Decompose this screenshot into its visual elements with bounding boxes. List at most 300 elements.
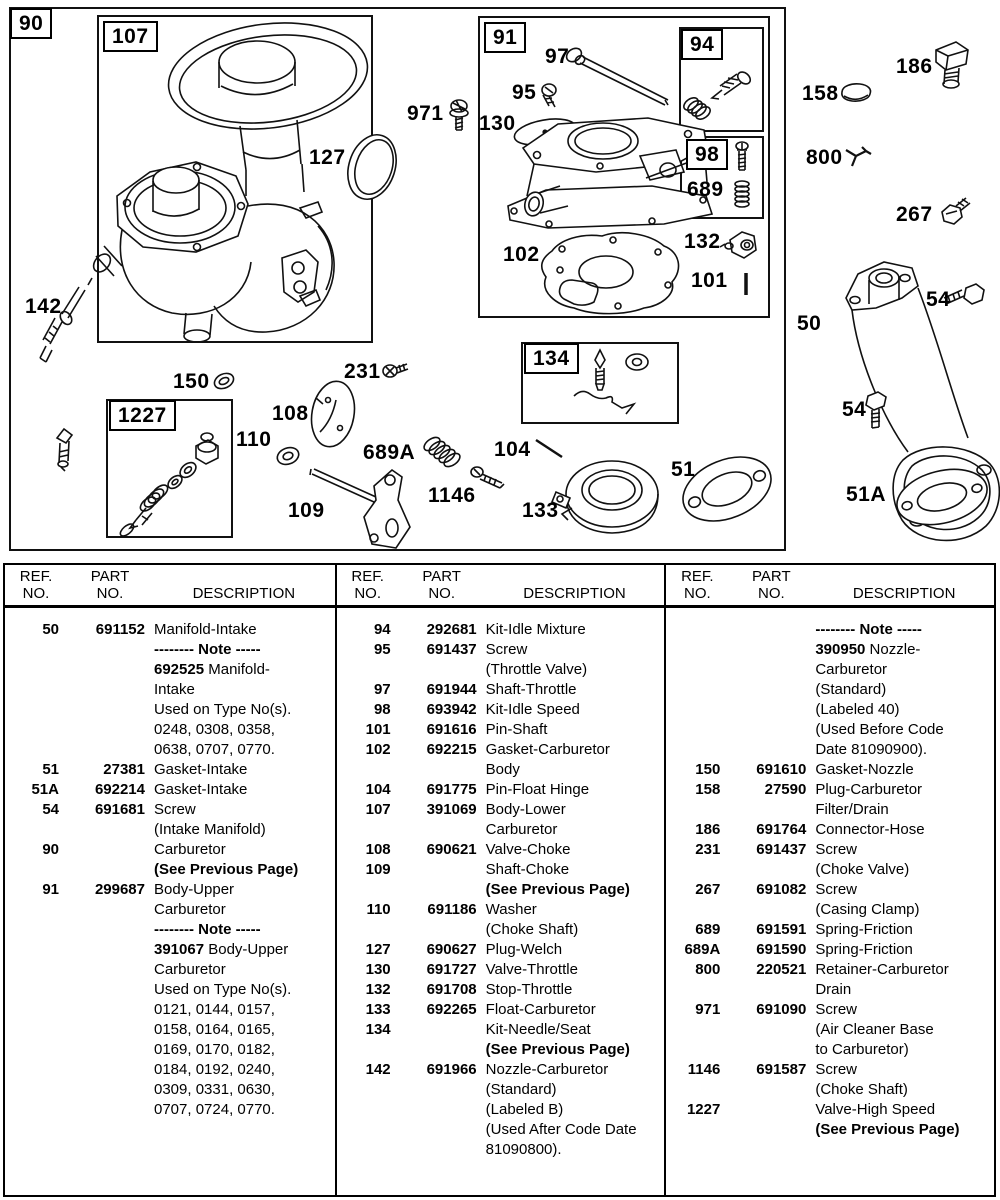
part-no-cell: 391069: [426, 801, 477, 818]
ref-no-cell: [666, 900, 728, 920]
part-no-cell: 691610: [756, 761, 807, 778]
description-cell: (Labeled B): [485, 1101, 564, 1118]
part-no-cell: 691764: [756, 821, 807, 838]
table-row: [5, 640, 335, 660]
description-cell: (Casing Clamp): [815, 901, 920, 918]
ref-no-cell: 98: [373, 701, 391, 718]
part-no-cell: [728, 680, 814, 700]
callout-133: 133: [522, 499, 559, 522]
part-no-cell: [67, 860, 153, 880]
part-no-cell: 691944: [426, 681, 477, 698]
ref-no-cell: 102: [365, 741, 391, 758]
description-cell: Gasket-Carburetor: [485, 741, 610, 758]
description-cell: Washer: [485, 901, 537, 918]
table-row: [337, 720, 665, 740]
part-no-cell: [728, 640, 814, 660]
part-no-cell: [399, 1100, 485, 1120]
description-cell: Body: [485, 761, 520, 778]
description-cell: Screw: [154, 801, 196, 818]
table-row: [337, 1080, 665, 1100]
table-row: [337, 760, 665, 780]
description-cell: Intake: [154, 681, 195, 698]
callout-186: 186: [896, 55, 933, 78]
callout-108: 108: [272, 402, 309, 425]
table-row: [5, 680, 335, 700]
table-row: [5, 1100, 335, 1120]
description-cell: Carburetor: [154, 961, 226, 978]
table-row: [337, 860, 665, 880]
table-row: [337, 1120, 665, 1140]
description-cell: Manifold-Intake: [154, 621, 257, 638]
description-cell: (See Previous Page): [485, 881, 630, 898]
description-cell: Screw: [815, 1001, 858, 1018]
table-row: [666, 840, 994, 860]
table-row: [5, 1060, 335, 1080]
callout-97: 97: [545, 45, 570, 68]
table-row: [666, 820, 994, 840]
description-cell: (See Previous Page): [154, 861, 299, 878]
callout-132: 132: [684, 230, 721, 253]
callout-158: 158: [802, 82, 839, 105]
description-header: DESCRIPTION: [852, 585, 956, 602]
ref-no-cell: [5, 920, 67, 940]
table-row: [5, 760, 335, 780]
ref-no-cell: [337, 1040, 399, 1060]
table-row: [666, 1060, 994, 1080]
ref-no-cell: 54: [42, 801, 59, 818]
table-row: [666, 660, 994, 680]
part-no-cell: [67, 920, 153, 940]
part-no-cell: [399, 1020, 485, 1040]
callout-51A: 51A: [846, 483, 887, 506]
part-no-cell: [728, 620, 814, 640]
callout-231: 231: [344, 360, 381, 383]
ref-no-cell: 142: [365, 1061, 391, 1078]
ref-no-cell: [337, 880, 399, 900]
ref-no-cell: 104: [365, 781, 391, 798]
part-no-cell: [67, 1080, 153, 1100]
ref-no-cell: [666, 1040, 728, 1060]
description-cell: Plug-Welch: [485, 941, 563, 958]
ref-no-cell: [337, 1080, 399, 1100]
ref-no-cell: 50: [42, 621, 59, 638]
part-no-cell: 691152: [95, 621, 145, 638]
table-row: [666, 800, 994, 820]
part-no-cell: 27590: [764, 781, 807, 798]
ref-no-cell: 1227: [686, 1101, 721, 1118]
table-row: [5, 880, 335, 900]
table-body: [337, 608, 665, 1160]
callout-971: 971: [407, 102, 444, 125]
table-header: REF. NO. PART NO. DESCRIPTION: [666, 565, 994, 608]
ref-no-cell: 158: [695, 781, 721, 798]
ref-no-cell: [337, 760, 399, 780]
table-row: [337, 840, 665, 860]
part-no-cell: [67, 1020, 153, 1040]
ref-no-cell: [5, 680, 67, 700]
table-row: [666, 780, 994, 800]
table-body: [666, 608, 994, 1140]
table-row: [5, 1020, 335, 1040]
part-no-cell: 220521: [756, 961, 807, 978]
table-row: [5, 860, 335, 880]
part-no-cell: [399, 1080, 485, 1100]
ref-no-cell: 51A: [31, 781, 59, 798]
description-cell: Shaft-Choke: [485, 861, 570, 878]
description-cell: Screw: [815, 1061, 858, 1078]
callout-90: 90: [10, 8, 52, 39]
description-cell: (Choke Valve): [815, 861, 910, 878]
ref-no-cell: 1146: [687, 1061, 721, 1078]
ref-no-cell: [5, 1060, 67, 1080]
ref-no-cell: [5, 940, 67, 960]
ref-no-cell: 127: [365, 941, 391, 958]
part-no-cell: [728, 1100, 814, 1120]
description-cell: Filter/Drain: [815, 801, 889, 818]
table-row: [666, 860, 994, 880]
part-no-cell: [67, 900, 153, 920]
table-row: [5, 740, 335, 760]
ref-no-cell: [5, 720, 67, 740]
parts-list-table: [3, 563, 996, 1197]
table-row: [666, 680, 994, 700]
ref-no-cell: [5, 820, 67, 840]
description-cell: Carburetor: [815, 661, 888, 678]
part-no-cell: 691775: [426, 781, 477, 798]
description-cell: (See Previous Page): [485, 1041, 630, 1058]
table-row: [337, 640, 665, 660]
callout-130: 130: [479, 112, 516, 135]
table-row: [5, 800, 335, 820]
callout-101: 101: [691, 269, 728, 292]
ref-no-cell: [337, 1140, 399, 1160]
description-cell: 81090800).: [485, 1141, 562, 1158]
ref-no-cell: 91: [42, 881, 59, 898]
exploded-view-diagram: [0, 0, 1000, 562]
table-row: [337, 740, 665, 760]
ref-no-cell: [5, 740, 67, 760]
ref-no-cell: [666, 720, 728, 740]
table-row: [666, 700, 994, 720]
description-cell: Stop-Throttle: [485, 981, 573, 998]
ref-no-cell: 132: [365, 981, 391, 998]
table-row: [337, 880, 665, 900]
table-row: [5, 780, 335, 800]
part-no-cell: 691082: [756, 881, 807, 898]
description-cell: (Choke Shaft): [815, 1081, 908, 1098]
description-cell: (Throttle Valve): [485, 661, 588, 678]
part-no-cell: [67, 660, 153, 680]
description-cell: Carburetor: [154, 841, 226, 858]
part-no-cell: [67, 980, 153, 1000]
description-header: DESCRIPTION: [192, 585, 296, 602]
ref-no-cell: [5, 960, 67, 980]
table-row: [666, 1040, 994, 1060]
description-cell: Gasket-Intake: [154, 761, 248, 778]
callout-267: 267: [896, 203, 933, 226]
part-no-cell: 691966: [426, 1061, 477, 1078]
callout-107: 107: [103, 21, 158, 52]
description-cell: Shaft-Throttle: [485, 681, 577, 698]
description-cell: -------- Note -----: [154, 641, 261, 658]
callout-91: 91: [484, 22, 526, 53]
description-cell: Kit-Needle/Seat: [485, 1021, 591, 1038]
part-no-cell: [728, 1120, 814, 1140]
part-no-cell: [728, 1040, 814, 1060]
table-row: [337, 1140, 665, 1160]
table-row: [337, 700, 665, 720]
table-row: [5, 900, 335, 920]
description-cell: 0638, 0707, 0770.: [154, 741, 275, 758]
table-row: [337, 820, 665, 840]
ref-no-cell: [5, 1020, 67, 1040]
ref-no-cell: 94: [373, 621, 391, 638]
description-cell: (Air Cleaner Base: [815, 1021, 934, 1038]
description-cell: 0309, 0331, 0630,: [154, 1081, 275, 1098]
table-row: [666, 920, 994, 940]
description-cell: (Labeled 40): [815, 701, 900, 718]
table-row: [5, 980, 335, 1000]
description-cell: 0707, 0724, 0770.: [154, 1101, 275, 1118]
table-row: [666, 900, 994, 920]
table-row: [5, 920, 335, 940]
callout-150: 150: [173, 370, 210, 393]
table-row: [666, 1120, 994, 1140]
ref-no-cell: 800: [695, 961, 721, 978]
part-no-cell: 690627: [426, 941, 477, 958]
description-cell: -------- Note -----: [154, 921, 261, 938]
ref-no-cell: [337, 920, 399, 940]
ref-no-cell: 689: [695, 921, 721, 938]
table-row: [666, 1000, 994, 1020]
part-no-cell: [67, 1060, 153, 1080]
parts-table-column-2: [335, 565, 665, 1195]
description-cell: Kit-Idle Mixture: [485, 621, 586, 638]
part-no-cell: 691727: [426, 961, 477, 978]
ref-no-cell: 97: [373, 681, 391, 698]
table-row: [337, 1020, 665, 1040]
table-row: [666, 960, 994, 980]
ref-no-cell: [666, 620, 728, 640]
ref-no-cell: [5, 1000, 67, 1020]
description-cell: Screw: [815, 841, 858, 858]
part-no-cell: [399, 1120, 485, 1140]
part-no-cell: 691591: [756, 921, 807, 938]
callout-94: 94: [681, 29, 723, 60]
ref-no-cell: 108: [365, 841, 391, 858]
ref-no-cell: [5, 1080, 67, 1100]
table-row: [337, 900, 665, 920]
ref-no-cell: 150: [695, 761, 721, 778]
table-row: [666, 740, 994, 760]
description-cell: Kit-Idle Speed: [485, 701, 580, 718]
ref-no-cell: [666, 860, 728, 880]
description-cell: (Used Before Code: [815, 721, 944, 738]
ref-no-cell: 51: [42, 761, 59, 778]
description-cell: Nozzle-Carburetor: [485, 1061, 609, 1078]
callout-51: 51: [671, 458, 696, 481]
ref-no-cell: [5, 1040, 67, 1060]
description-cell: -------- Note -----: [815, 621, 922, 638]
part-no-cell: 691186: [427, 901, 477, 918]
callout-98: 98: [686, 139, 728, 170]
part-no-cell: [399, 880, 485, 900]
part-no-cell: [728, 1020, 814, 1040]
description-cell: 0248, 0308, 0358,: [154, 721, 275, 738]
table-row: [666, 720, 994, 740]
table-row: [666, 880, 994, 900]
description-cell: Pin-Float Hinge: [485, 781, 590, 798]
description-cell: Used on Type No(s).: [154, 981, 292, 998]
description-cell: 0169, 0170, 0182,: [154, 1041, 275, 1058]
parts-table-column-1: [5, 565, 335, 1195]
part-no-cell: [399, 1140, 485, 1160]
description-cell: 0121, 0144, 0157,: [154, 1001, 275, 1018]
ref-no-cell: [666, 700, 728, 720]
ref-no-cell: 689A: [684, 941, 721, 958]
description-cell: 391067 Body-Upper: [154, 941, 289, 958]
callout-134: 134: [524, 343, 579, 374]
table-row: [5, 1080, 335, 1100]
part-no-cell: [399, 860, 485, 880]
part-no-cell: 691437: [426, 641, 477, 658]
description-cell: Valve-Throttle: [485, 961, 578, 978]
callout-689: 689: [687, 178, 724, 201]
ref-no-cell: [666, 640, 728, 660]
callout-127: 127: [309, 146, 346, 169]
part-no-cell: 691681: [94, 801, 145, 818]
part-no-cell: [67, 960, 153, 980]
part-no-cell: [728, 900, 814, 920]
part-no-cell: 691616: [426, 721, 477, 738]
table-row: [666, 980, 994, 1000]
part-no-cell: [399, 1040, 485, 1060]
table-row: [5, 1040, 335, 1060]
part-no-cell: 27381: [103, 761, 145, 778]
callout-142: 142: [25, 295, 62, 318]
ref-no-cell: [5, 660, 67, 680]
ref-no-cell: 101: [365, 721, 391, 738]
table-row: [337, 800, 665, 820]
table-row: [337, 940, 665, 960]
table-row: [666, 620, 994, 640]
callout-689A: 689A: [363, 441, 416, 464]
description-cell: Date 81090900).: [815, 741, 928, 758]
part-no-cell: [67, 820, 153, 840]
part-no-cell: [67, 1040, 153, 1060]
table-row: [5, 820, 335, 840]
description-cell: Carburetor: [485, 821, 558, 838]
ref-no-cell: [5, 1100, 67, 1120]
description-cell: 692525 Manifold-: [154, 661, 270, 678]
part-no-cell: [67, 640, 153, 660]
part-no-cell: [67, 1100, 153, 1120]
ref-no-cell: [666, 980, 728, 1000]
description-cell: (Standard): [485, 1081, 557, 1098]
ref-no-cell: 186: [695, 821, 721, 838]
part-no-cell: 691437: [756, 841, 807, 858]
ref-no-cell: [666, 1080, 728, 1100]
table-row: [666, 1080, 994, 1100]
description-cell: (See Previous Page): [815, 1121, 960, 1138]
ref-no-cell: [337, 1100, 399, 1120]
part-no-cell: [728, 660, 814, 680]
part-no-cell: [67, 720, 153, 740]
description-cell: Spring-Friction: [815, 921, 913, 938]
part-no-cell: 691090: [756, 1001, 807, 1018]
ref-no-cell: [5, 860, 67, 880]
table-row: [666, 1100, 994, 1120]
part-no-cell: [728, 720, 814, 740]
ref-no-cell: 231: [695, 841, 721, 858]
ref-no-cell: 110: [366, 901, 391, 918]
ref-no-cell: 130: [365, 961, 391, 978]
table-row: [337, 1100, 665, 1120]
description-cell: Connector-Hose: [815, 821, 925, 838]
part-no-cell: 690621: [426, 841, 477, 858]
ref-no-cell: 971: [695, 1001, 721, 1018]
part-no-cell: [399, 660, 485, 680]
description-cell: Float-Carburetor: [485, 1001, 596, 1018]
table-body: [5, 608, 335, 1120]
part-no-cell: 692265: [426, 1001, 477, 1018]
description-header: DESCRIPTION: [523, 585, 626, 602]
table-row: [337, 1000, 665, 1020]
part-no-cell: 691587: [756, 1061, 807, 1078]
description-cell: Valve-Choke: [485, 841, 571, 858]
description-cell: 390950 Nozzle-: [815, 641, 921, 658]
table-row: [337, 1060, 665, 1080]
table-row: [666, 640, 994, 660]
table-row: [666, 940, 994, 960]
ref-no-cell: 107: [365, 801, 391, 818]
table-row: [337, 680, 665, 700]
diagram-overlay: [0, 0, 1000, 562]
part-no-cell: [67, 940, 153, 960]
part-no-cell: 692214: [94, 781, 145, 798]
table-row: [5, 620, 335, 640]
table-header: REF. NO. PART NO. DESCRIPTION: [5, 565, 335, 608]
callout-102: 102: [503, 243, 540, 266]
ref-no-cell: 267: [695, 881, 721, 898]
table-row: [666, 1020, 994, 1040]
part-no-cell: [728, 800, 814, 820]
ref-no-cell: 90: [42, 841, 59, 858]
ref-no-cell: 109: [365, 861, 391, 878]
table-row: [5, 940, 335, 960]
table-row: [337, 660, 665, 680]
description-cell: Gasket-Intake: [154, 781, 248, 798]
table-row: [5, 720, 335, 740]
ref-no-cell: 133: [365, 1001, 391, 1018]
part-no-cell: [399, 760, 485, 780]
ref-no-cell: [666, 660, 728, 680]
description-cell: (Used After Code Date: [485, 1121, 637, 1138]
callout-54-top: 54: [926, 288, 951, 311]
ref-no-cell: [337, 660, 399, 680]
description-cell: Body-Upper: [154, 881, 235, 898]
part-no-cell: 693942: [426, 701, 477, 718]
part-no-cell: [399, 820, 485, 840]
table-row: [337, 620, 665, 640]
description-cell: Plug-Carburetor: [815, 781, 923, 798]
part-no-cell: 692215: [426, 741, 477, 758]
part-no-cell: [67, 700, 153, 720]
part-no-cell: [728, 1080, 814, 1100]
table-row: [5, 660, 335, 680]
description-cell: 0184, 0192, 0240,: [154, 1061, 275, 1078]
ref-no-cell: [666, 800, 728, 820]
